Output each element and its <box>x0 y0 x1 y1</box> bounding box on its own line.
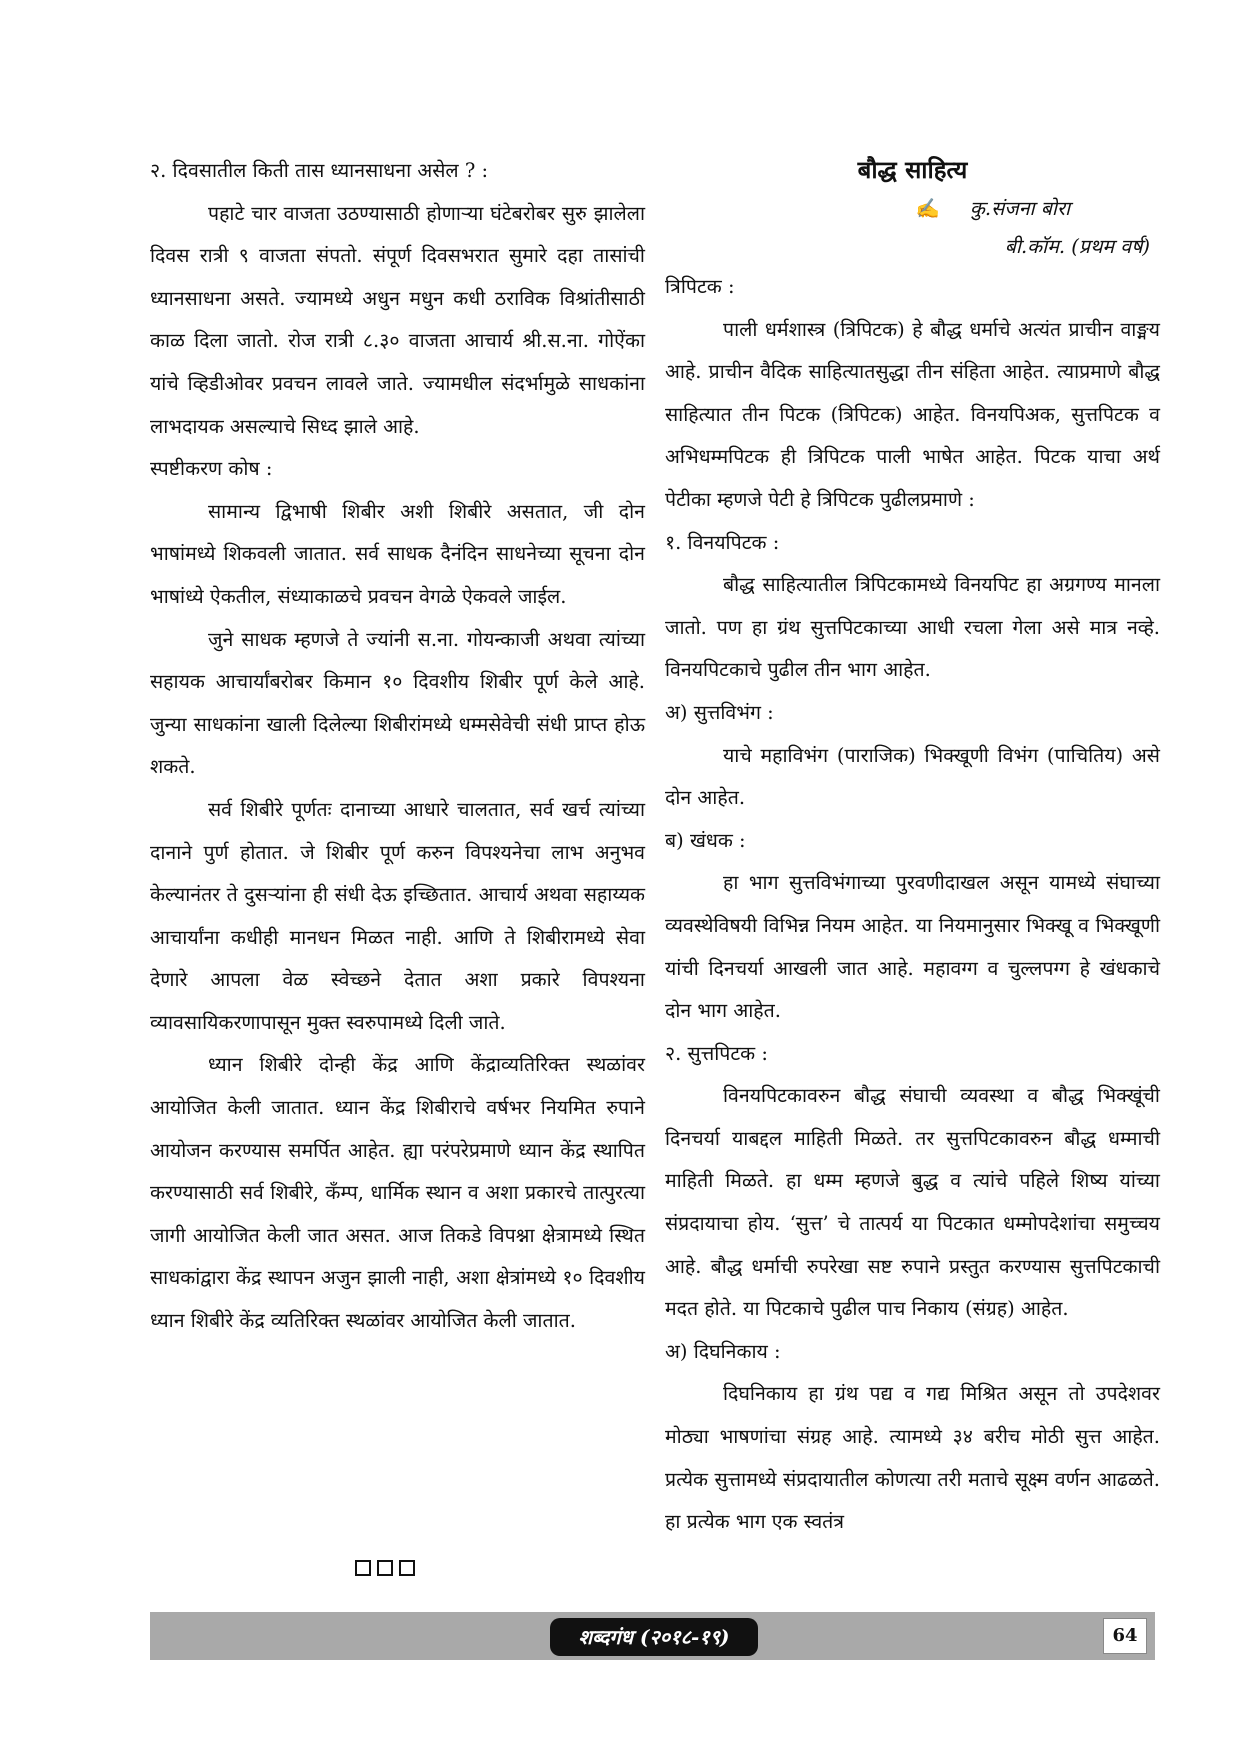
section-heading: १. विनयपिटक : <box>665 530 780 554</box>
paragraph: दिघनिकाय हा ग्रंथ पद्य व गद्य मिश्रित असून तो उपदेशवर मोठ्या भाषणांचा संग्रह आहे. त्यामध्ये ३४ बरीच मोठी सुत्त आहेत. प्रत्येक सुत्तामध्ये संप्रदायातील कोणत्या तरी मताचे सूक्ष्म वर्णन आढळते. हा प्रत्येक भाग एक स्वतंत्र <box>665 1382 1160 1534</box>
section-heading: अ) सुत्तविभंग : <box>665 700 774 724</box>
square-mark <box>377 1560 393 1576</box>
square-mark <box>355 1560 371 1576</box>
section-heading: अ) दिघनिकाय : <box>665 1339 781 1363</box>
paragraph: सर्व शिबीरे पूर्णतः दानाच्या आधारे चालतात, सर्व खर्च त्यांच्या दानाने पुर्ण होतात. जे शिबीर पूर्ण करुन विपश्यनेचा लाभ अनुभव केल्यानंतर ते दुसऱ्यांना ही संधी देऊ इच्छितात. आचार्य अथवा सहाय्यक आचार्यांना कधीही मानधन मिळत नाही. आणि ते शिबीरामध्ये सेवा देणारे आपला वेळ स्वेच्छने देतात अशा प्रकारे विपश्यना व्यावसायिकरणापासून मुक्त स्वरुपामध्ये दिली जाते. <box>150 797 645 1034</box>
paragraph: याचे महाविभंग (पाराजिक) भिक्खूणी विभंग (पाचितिय) असे दोन आहेत. <box>665 743 1160 810</box>
author-name: कु.संजना बोरा <box>969 197 1070 220</box>
article-title: बौद्ध साहित्य <box>857 155 968 184</box>
paragraph: हा भाग सुत्तविभंगाच्या पुरवणीदाखल असून यामध्ये संघाच्या व्यवस्थेविषयी विभिन्न नियम आहेत. या नियमानुसार भिक्खू व भिक्खूणी यांची दिनचर्या आखली जात आहे. महावग्ग व चुल्लपग्ग हे खंधकाचे दोन भाग आहेत. <box>665 871 1160 1023</box>
section-heading: त्रिपिटक : <box>665 275 735 298</box>
paragraph: बौद्ध साहित्यातील त्रिपिटकामध्ये विनयपिट हा अग्रगण्य मानला जातो. पण हा ग्रंथ सुत्तपिटकाच्या आधी रचला गेला असे मात्र नव्हे. विनयपिटकाचे पुढील तीन भाग आहेत. <box>665 573 1160 682</box>
paragraph: सामान्य द्विभाषी शिबीर अशी शिबीरे असतात, जी दोन भाषांमध्ये शिकवली जातात. सर्व साधक दैनंदिन साधनेच्या सूचना दोन भाषांध्ये ऐकतील, संध्याकाळचे प्रवचन वेगळे ऐकवले जाईल. <box>150 499 645 608</box>
section-heading: २. दिवसातील किती तास ध्यानसाधना असेल ? : <box>150 159 489 182</box>
pen-icon: ✍ <box>915 197 940 220</box>
end-of-article-marks <box>355 1560 415 1576</box>
author-course: बी.कॉम. (प्रथम वर्ष) <box>1004 235 1150 258</box>
left-column <box>150 150 645 1343</box>
page-number: 64 <box>1103 1618 1147 1654</box>
section-heading: २. सुत्तपिटक : <box>665 1041 768 1065</box>
paragraph: पाली धर्मशास्त्र (त्रिपिटक) हे बौद्ध धर्माचे अत्यंत प्राचीन वाङ्मय आहे. प्राचीन वैदिक साहित्यातसुद्धा तीन संहिता आहेत. त्याप्रमाणे बौद्ध साहित्यात तीन पिटक (त्रिपिटक) आहेत. विनयपिअक, सुत्तपिटक व अभिधम्मपिटक ही त्रिपिटक पाली भाषेत आहेत. पिटक याचा अर्थ पेटीका म्हणजे पेटी हे त्रिपिटक पुढीलप्रमाणे : <box>665 317 1160 511</box>
square-mark <box>399 1560 415 1576</box>
paragraph: विनयपिटकावरुन बौद्ध संघाची व्यवस्था व बौद्ध भिक्खूंची दिनचर्या याबद्दल माहिती मिळते. तर सुत्तपिटकावरुन बौद्ध धम्माची माहिती मिळते. हा धम्म म्हणजे बुद्ध व त्यांचे पहिले शिष्य यांच्या संप्रदायाचा होय. ‘सुत्त’ चे तात्पर्य या पिटकात धम्मोपदेशांचा समुच्चय आहे. बौद्ध धर्माची रुपरेखा सष्ट रुपाने प्रस्तुत करण्यास सुत्तपिटकाची मदत होते. या पिटकाचे पुढील पाच निकाय (संग्रह) आहेत. <box>665 1084 1160 1321</box>
section-heading: ब) खंधक : <box>665 828 746 852</box>
paragraph: ध्यान शिबीरे दोन्ही केंद्र आणि केंद्राव्यतिरिक्त स्थळांवर आयोजित केली जातात. ध्यान केंद्र शिबीराचे वर्षभर नियमित रुपाने आयोजन करण्यास समर्पित आहेत. ह्या परंपरेप्रमाणे ध्यान केंद्र स्थापित करण्यासाठी सर्व शिबीरे, कँम्प, धार्मिक स्थान व अशा प्रकारचे तात्पुरत्या जागी आयोजित केली जात असत. आज तिकडे विपश्ना क्षेत्रामध्ये स्थित साधकांद्वारा केंद्र स्थापन अजुन झाली नाही, अशा क्षेत्रांमध्ये १० दिवशीय ध्यान शिबीरे केंद्र व्यतिरिक्त स्थळांवर आयोजित केली जातात. <box>150 1053 645 1333</box>
paragraph: जुने साधक म्हणजे ते ज्यांनी स.ना. गोयन्काजी अथवा त्यांच्या सहायक आचार्यांबरोबर किमान १० दिवशीय शिबीर पूर्ण केले आहे. जुन्या साधकांना खाली दिलेल्या शिबीरांमध्ये धम्मसेवेची संधी प्राप्त होऊ शकते. <box>150 627 645 779</box>
page-footer <box>150 1612 1155 1660</box>
author-line <box>665 190 1160 228</box>
magazine-name: शब्दगंध (२०१८-१९) <box>550 1618 758 1656</box>
paragraph: पहाटे चार वाजता उठण्यासाठी होणाऱ्या घंटेबरोबर सुरु झालेला दिवस रात्री ९ वाजता संपतो. संपूर्ण दिवसभरात सुमारे दहा तासांची ध्यानसाधना असते. ज्यामध्ये अधुन मधुन कधी ठराविक विश्रांतीसाठी काळ दिला जातो. रोज रात्री ८.३० वाजता आचार्य श्री.स.ना. गोऐंका यांचे व्हिडीओवर प्रवचन लावले जाते. ज्यामधील संदर्भामुळे साधकांना लाभदायक असल्याचे सिध्द झाले आहे. <box>150 201 645 438</box>
section-heading: स्पष्टीकरण कोष : <box>150 457 273 481</box>
right-column <box>665 150 1160 1544</box>
